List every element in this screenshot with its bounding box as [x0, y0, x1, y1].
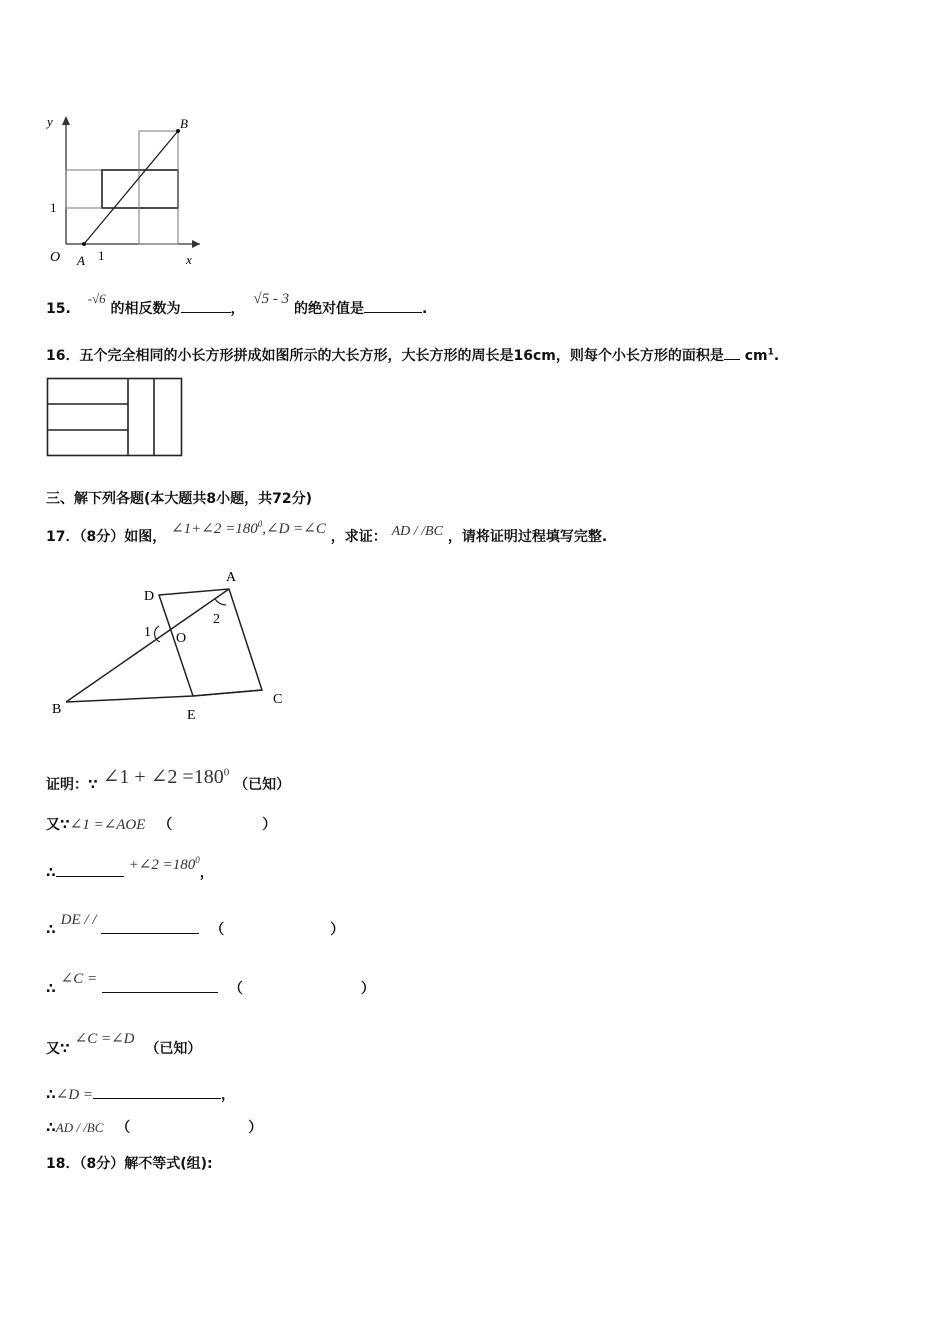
proof-line-5: ∴ ∠C = （ ） — [46, 971, 375, 997]
answer-blank[interactable] — [93, 1084, 221, 1099]
angle-1-label: 1 — [144, 625, 151, 640]
axis-x-label: x — [186, 252, 192, 267]
q15-end: . — [422, 301, 428, 317]
geometry-figure — [46, 565, 306, 730]
proof-line-2: 又∵∠1 =∠AOE （ ） — [46, 817, 277, 833]
q16-unit: cm — [744, 348, 768, 364]
tick-x-label: 1 — [98, 248, 105, 263]
axis-y-label: y — [47, 114, 53, 129]
q15-text-1: 的相反数为 — [110, 301, 181, 317]
reason-blank[interactable] — [224, 920, 330, 934]
proof-line-6-math: ∠C =∠D — [74, 1031, 135, 1047]
tick-y-label: 1 — [50, 200, 57, 215]
q17-condition: ∠1+∠2 $=180^0,\angle D$ =∠C — [171, 519, 326, 537]
proof-line-7: ∴∠D = ， — [46, 1084, 235, 1104]
q16-text: 16．五个完全相同的小长方形拼成如图所示的大长方形，大长方形的周长是16cm，则每个小长方形的面积是 — [46, 348, 724, 364]
coordinate-figure — [40, 110, 220, 270]
point-a-label: A — [77, 253, 85, 268]
rectangles-figure — [46, 377, 186, 459]
reason-blank[interactable] — [172, 815, 262, 829]
q17-prefix: 17．（8分）如图， — [46, 529, 167, 545]
q17-goal: AD / /BC — [391, 524, 443, 539]
question-17 — [46, 519, 608, 546]
answer-blank[interactable] — [101, 919, 199, 934]
answer-blank[interactable] — [724, 345, 740, 360]
proof-line-8: ∴AD / /BC （ ） — [46, 1120, 263, 1136]
question-number: 15. — [46, 301, 71, 317]
proof-line-8-math: AD / /BC — [55, 1120, 104, 1135]
proof-line-1: 证明：∵ ∠1 + ∠2 $=180^0$ （已知） — [46, 766, 291, 793]
reason-blank[interactable] — [130, 1118, 248, 1132]
answer-blank[interactable] — [364, 298, 422, 313]
answer-blank[interactable] — [102, 978, 218, 993]
proof-line-4-math: DE / / — [60, 912, 97, 928]
q17-suffix: ，请将证明过程填写完整. — [447, 529, 608, 545]
question-15 — [46, 291, 428, 318]
answer-blank[interactable] — [181, 298, 231, 313]
proof-line-2-math: ∠1 =∠AOE — [69, 817, 146, 833]
proof-line-3-math: +∠2 $=180^0$ — [128, 855, 200, 873]
q16-end: . — [773, 348, 780, 364]
angle-2-label: 2 — [213, 612, 220, 627]
point-o-label: O — [176, 631, 187, 646]
math-neg-sqrt6: -√6 — [87, 291, 106, 306]
vertex-e-label: E — [187, 708, 196, 723]
proof-line-1-math: ∠1 + ∠2 $=180^0$ — [102, 766, 230, 788]
q15-text-2: 的绝对值是 — [294, 301, 365, 317]
proof-line-6: 又∵ ∠C =∠D （已知） — [46, 1031, 202, 1057]
question-18: 18．（8分）解不等式(组): — [46, 1156, 213, 1172]
vertex-a-label: A — [226, 570, 237, 585]
q16-unit-sup: 1 — [767, 347, 774, 358]
answer-blank[interactable] — [56, 862, 124, 877]
proof-line-4: ∴ DE / / （ ） — [46, 912, 345, 938]
proof-line-3: ∴ +∠2 $=180^0$， — [46, 855, 214, 881]
proof-line-5-math: ∠C = — [60, 971, 98, 987]
vertex-b-label: B — [52, 702, 62, 717]
q15-sep: ， — [230, 301, 245, 317]
reason-blank[interactable] — [243, 979, 361, 993]
point-b-label: B — [180, 116, 188, 131]
vertex-d-label: D — [144, 589, 155, 604]
question-16 — [46, 345, 779, 365]
q17-mid: ，求证： — [330, 529, 387, 545]
origin-label: O — [50, 250, 61, 265]
section-3-title: 三、解下列各题(本大题共8小题，共72分) — [46, 491, 313, 507]
vertex-c-label: C — [273, 692, 283, 707]
proof-line-7-math: ∠D = — [55, 1087, 94, 1103]
math-sqrt5-minus-3: √5 - 3 — [253, 291, 290, 307]
